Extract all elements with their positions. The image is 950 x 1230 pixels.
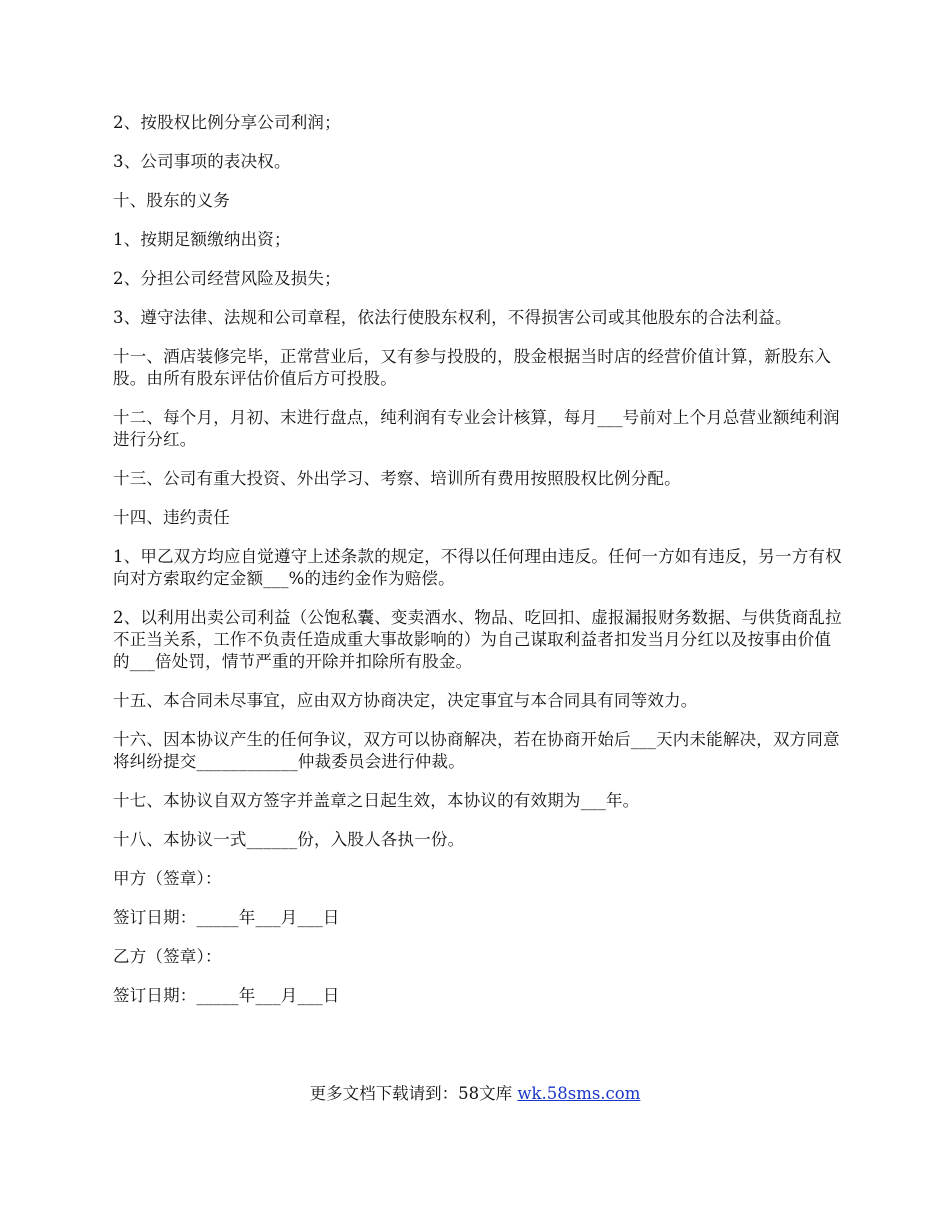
clause-paragraph: 十八、本协议一式______份，入股人各执一份。	[113, 830, 465, 849]
clause-paragraph: 十二、每个月，月初、末进行盘点，纯利润有专业会计核算，每月___号前对上个月总营业额纯利润进行分红。	[113, 408, 840, 449]
clause-paragraph: 十五、本合同未尽事宜，应由双方协商决定，决定事宜与本合同具有同等效力。	[113, 691, 698, 710]
section-heading: 十、股东的义务	[113, 191, 230, 210]
clause-paragraph: 1、甲乙双方均应自觉遵守上述条款的规定，不得以任何理由违反。任何一方如有违反，另一方有权向对方索取约定金额___%的违约金作为赔偿。	[113, 547, 842, 588]
clause-paragraph: 3、遵守法律、法规和公司章程，依法行使股东权利，不得损害公司或其他股东的合法利益。	[113, 308, 792, 327]
clause-paragraph: 十七、本协议自双方签字并盖章之日起生效，本协议的有效期为___年。	[113, 791, 640, 810]
signing-date: 签订日期：_____年___月___日	[113, 986, 340, 1005]
clause-paragraph: 2、按股权比例分享公司利润；	[113, 113, 341, 132]
clause-paragraph: 十一、酒店装修完毕，正常营业后，又有参与投股的，股金根据当时店的经营价值计算，新股东入股。由所有股东评估价值后方可投股。	[113, 347, 832, 388]
footer-link[interactable]: wk.58sms.com	[517, 1084, 641, 1103]
party-b-signature: 乙方（签章）：	[113, 947, 222, 966]
party-a-signature: 甲方（签章）：	[113, 869, 222, 888]
signing-date: 签订日期：_____年___月___日	[113, 908, 340, 927]
clause-paragraph: 2、以利用出卖公司利益（公饱私囊、变卖酒水、物品、吃回扣、虚报漏报财务数据、与供货商乱拉不正当关系，工作不负责任造成重大事故影响的）为自己谋取利益者扣发当月分红以及按事由价值的___倍处罚，情节严重的开除并扣除所有股金。	[113, 608, 842, 671]
section-heading: 十四、违约责任	[113, 508, 230, 527]
clause-paragraph: 2、分担公司经营风险及损失；	[113, 269, 341, 288]
footer-text: 更多文档下载请到：58文库	[309, 1084, 513, 1103]
clause-paragraph: 十六、因本协议产生的任何争议，双方可以协商解决，若在协商开始后___天内未能解决，双方同意将纠纷提交____________仲裁委员会进行仲裁。	[113, 730, 840, 771]
clause-paragraph: 3、公司事项的表决权。	[113, 152, 291, 171]
clause-paragraph: 1、按期足额缴纳出资；	[113, 230, 291, 249]
clause-paragraph: 十三、公司有重大投资、外出学习、考察、培训所有费用按照股权比例分配。	[113, 469, 681, 488]
document-body	[113, 112, 843, 1024]
footer	[0, 1083, 950, 1105]
